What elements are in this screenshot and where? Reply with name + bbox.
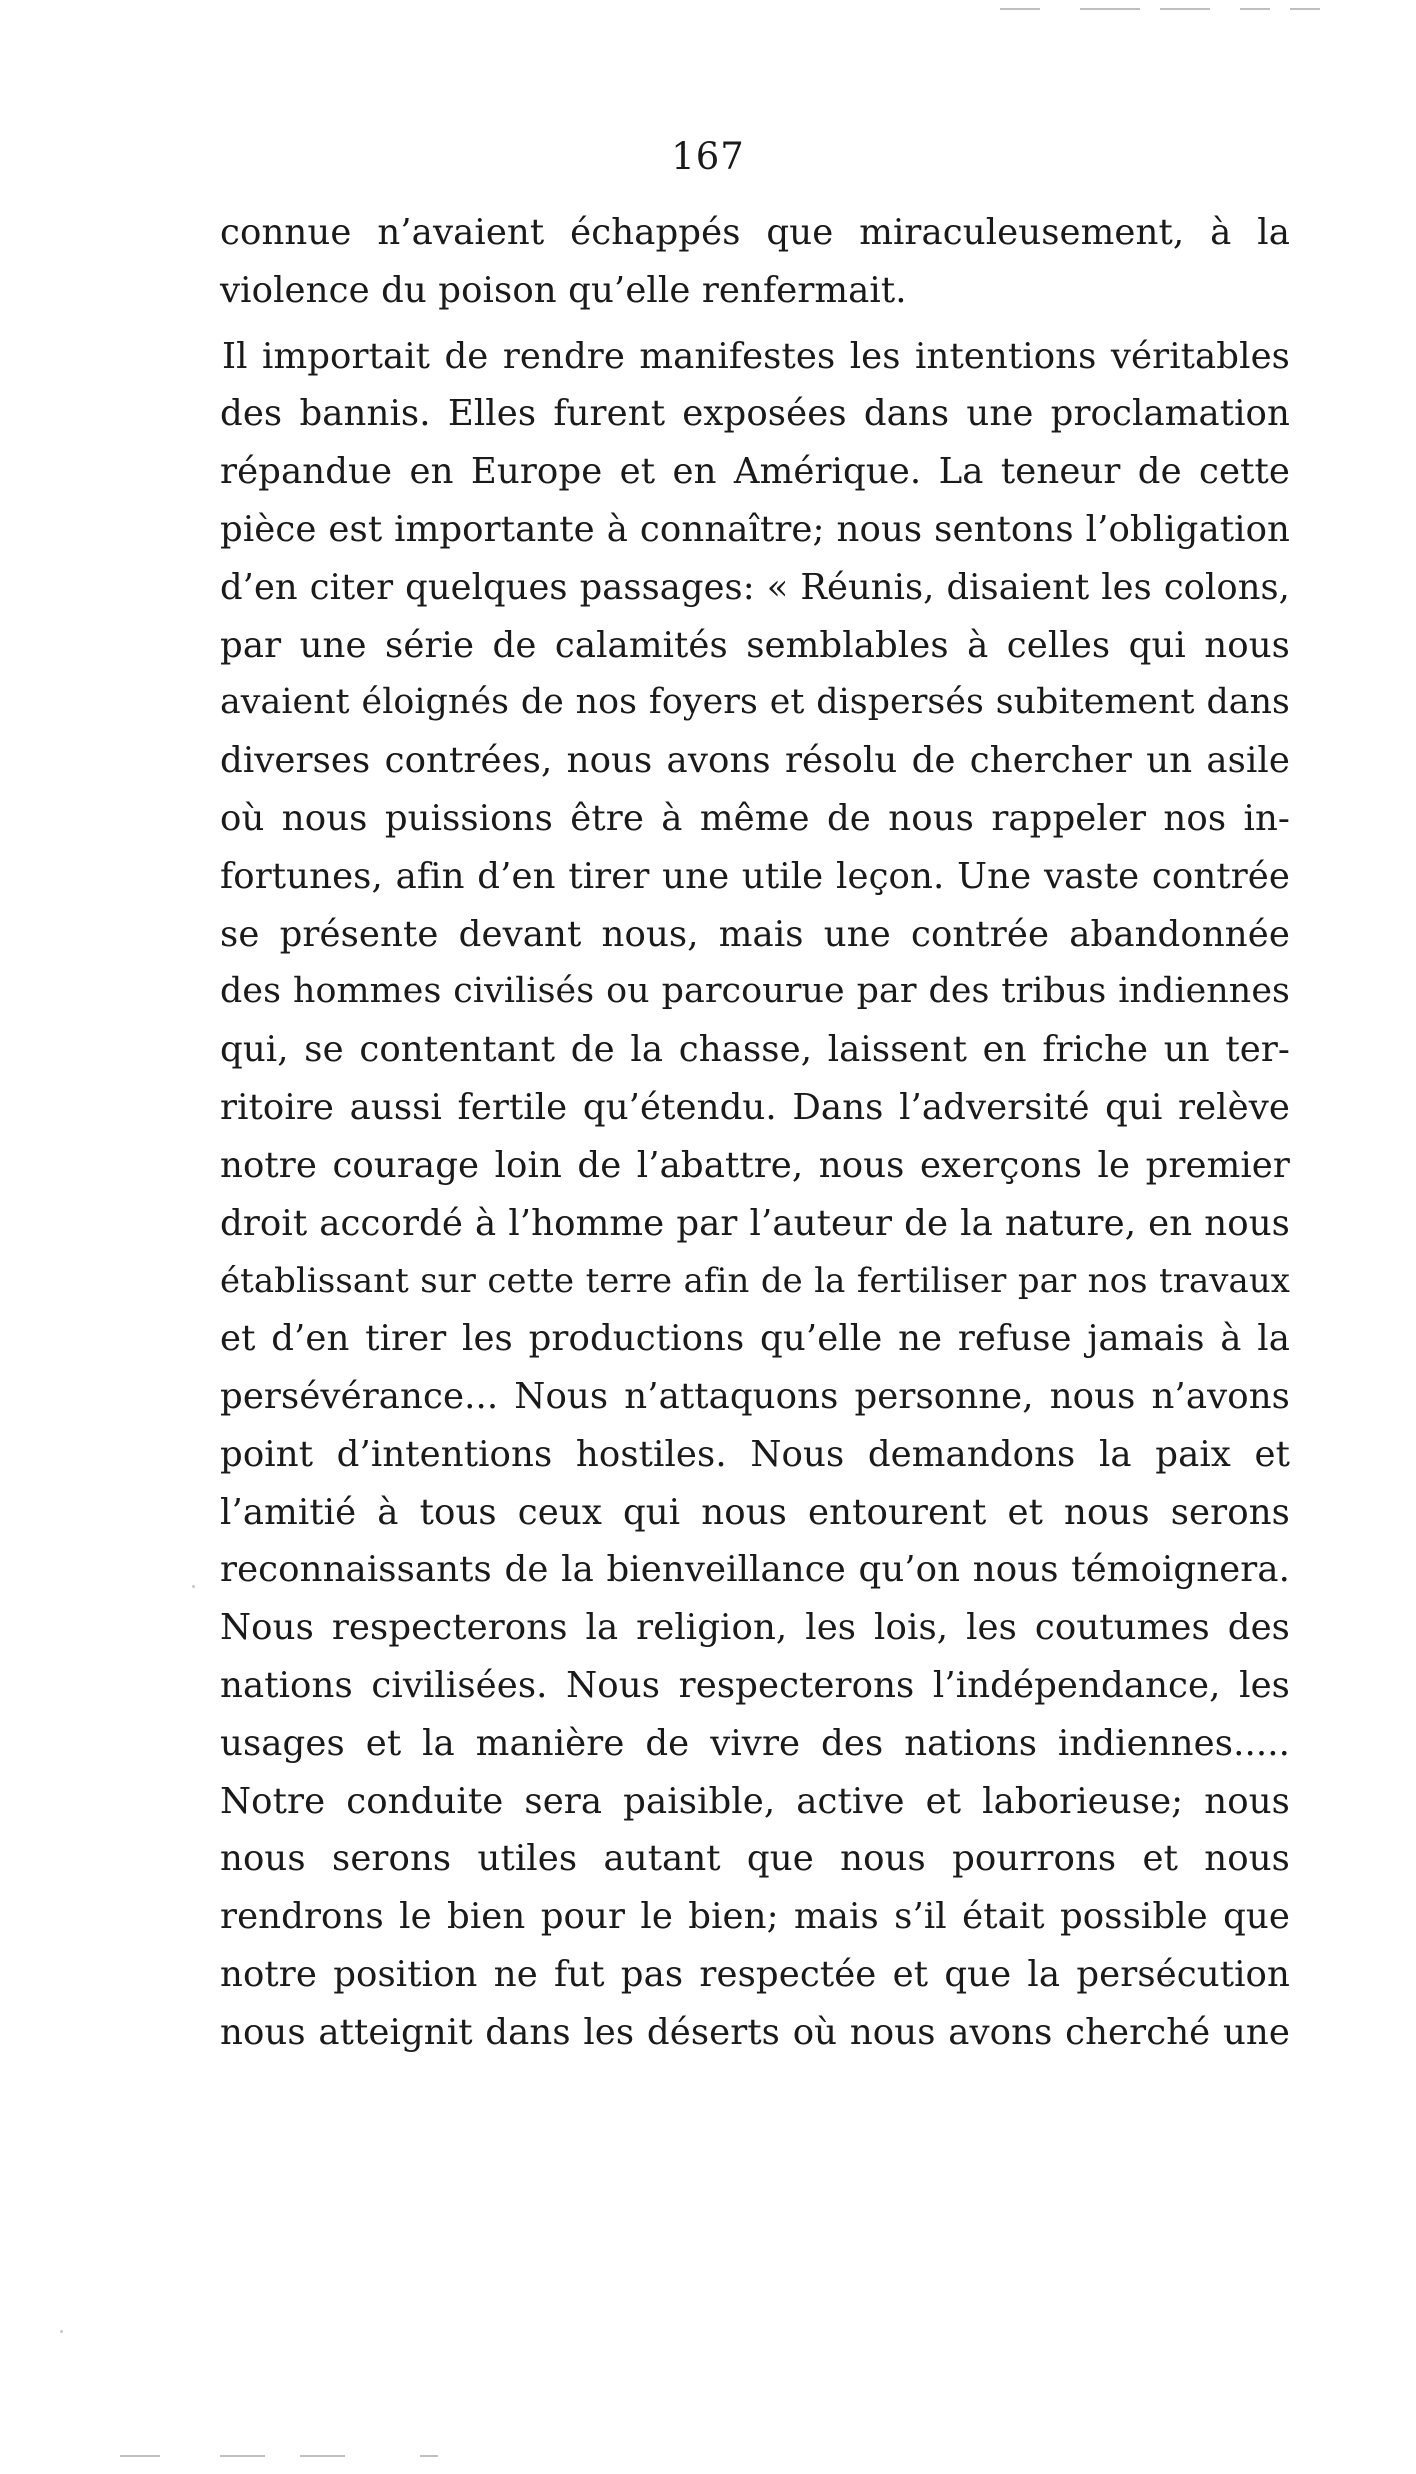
text-line: violence du poison qu’elle renfermait. [220, 269, 907, 311]
text-line: avaient éloignés de nos foyers et dispersés subitement dans [220, 682, 1290, 723]
scan-mark-bottom-2 [220, 2455, 265, 2457]
text-line: droit accordé à l’homme par l’auteur de la nature, en nous [220, 1202, 1290, 1244]
scan-mark-top-5 [1290, 8, 1320, 10]
scan-mark-bottom-1 [120, 2455, 160, 2457]
page-number: 167 [671, 135, 745, 178]
text-line: Notre conduite sera paisible, active et laborieuse; nous [220, 1780, 1290, 1822]
text-line: ritoire aussi fertile qu’étendu. Dans l’adversité qui relève [220, 1086, 1290, 1128]
paragraph-1 [220, 204, 1290, 320]
scan-mark-top-1 [1000, 8, 1040, 10]
text-line: nations civilisées. Nous respecterons l’indépendance, les [220, 1664, 1290, 1706]
text-line: se présente devant nous, mais une contrée abandonnée [220, 913, 1290, 955]
scan-mark-top-4 [1240, 8, 1270, 10]
text-line: persévérance... Nous n’attaquons personne, nous n’avons [220, 1375, 1290, 1417]
scan-mark-bottom-4 [420, 2455, 438, 2457]
text-line: Nous respecterons la religion, les lois, les coutumes des [220, 1607, 1290, 1649]
text-line: connue n’avaient échappés que miraculeusement, à la [220, 212, 1290, 253]
text-line: diverses contrées, nous avons résolu de chercher un asile [220, 740, 1290, 782]
text-line: Il importait de rendre manifestes les intentions véritables [222, 335, 1290, 377]
text-line: notre courage loin de l’abattre, nous exerçons le premier [220, 1144, 1290, 1186]
text-line: notre position ne fut pas respectée et que la persécution [220, 1953, 1290, 1995]
text-line: pièce est importante à connaître; nous sentons l’obligation [220, 508, 1290, 550]
text-line: et d’en tirer les productions qu’elle ne refuse jamais à la [220, 1318, 1290, 1360]
text-line: des hommes civilisés ou parcourue par des tribus indiennes [220, 971, 1290, 1012]
text-line: point d’intentions hostiles. Nous demandons la paix et [220, 1433, 1290, 1475]
body-text [220, 204, 1290, 2062]
text-line: nous serons utiles autant que nous pourrons et nous [220, 1838, 1290, 1880]
text-line: établissant sur cette terre afin de la fertiliser par nos travaux [220, 1261, 1290, 1301]
text-line: des bannis. Elles furent exposées dans une proclamation [220, 393, 1290, 435]
text-line: par une série de calamités semblables à celles qui nous [220, 624, 1290, 666]
scan-mark-top-2 [1080, 8, 1140, 10]
text-line: usages et la manière de vivre des nations indiennes..... [220, 1722, 1290, 1764]
scan-speck-1 [192, 1585, 195, 1588]
scan-speck-3 [60, 2330, 63, 2333]
text-line: qui, se contentant de la chasse, laissent en friche un ter- [220, 1029, 1290, 1071]
text-line: reconnaissants de la bienveillance qu’on nous témoignera. [220, 1549, 1290, 1591]
text-line: rendrons le bien pour le bien; mais s’il était possible que [220, 1896, 1290, 1938]
paragraph-gap [220, 320, 1290, 328]
paragraph-2 [220, 328, 1290, 2062]
text-line: l’amitié à tous ceux qui nous entourent et nous serons [220, 1491, 1290, 1533]
text-line: répandue en Europe et en Amérique. La teneur de cette [220, 451, 1290, 493]
scan-mark-top-3 [1160, 8, 1210, 10]
text-line: fortunes, afin d’en tirer une utile leçon. Une vaste contrée [220, 855, 1290, 897]
text-line: nous atteignit dans les déserts où nous avons cherché une [220, 2011, 1290, 2053]
text-line: où nous puissions être à même de nous rappeler nos in- [220, 797, 1290, 839]
text-line: d’en citer quelques passages: « Réunis, disaient les colons, [220, 566, 1290, 608]
scan-mark-bottom-3 [300, 2455, 345, 2457]
